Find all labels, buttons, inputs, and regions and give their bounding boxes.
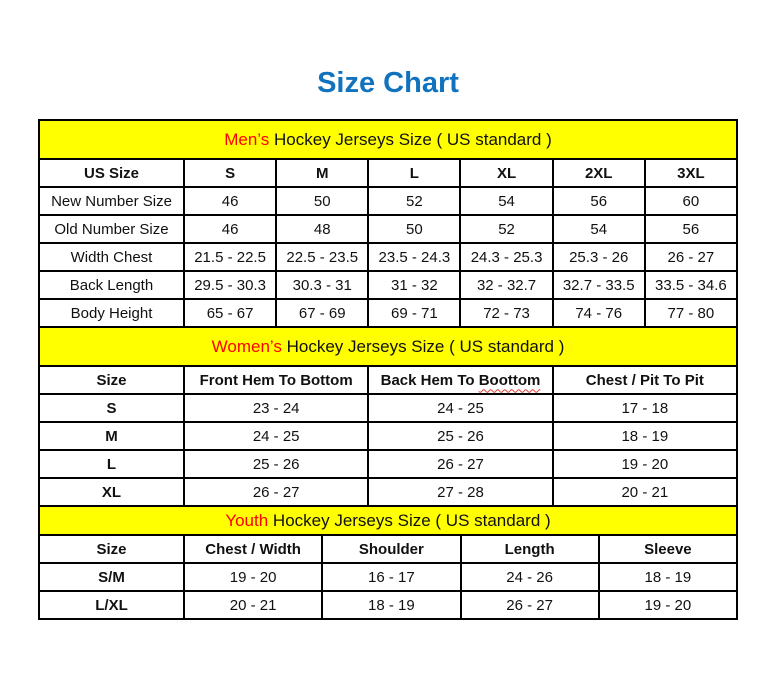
cell-value: 52	[460, 215, 552, 243]
cell-value: 20 - 21	[184, 591, 322, 619]
cell-value: 72 - 73	[460, 299, 552, 327]
cell-value: 33.5 - 34.6	[645, 271, 737, 299]
cell-value: 20 - 21	[553, 478, 737, 506]
column-header: 3XL	[645, 159, 737, 187]
row-label: Body Height	[39, 299, 184, 327]
column-header: 2XL	[553, 159, 645, 187]
section-heading-highlight: Women’s	[211, 336, 282, 356]
cell-value: 24.3 - 25.3	[460, 243, 552, 271]
row-label: Back Length	[39, 271, 184, 299]
page-title: Size Chart	[317, 67, 459, 99]
column-header	[368, 366, 552, 394]
cell-value: 32 - 32.7	[460, 271, 552, 299]
cell-value: 26 - 27	[645, 243, 737, 271]
cell-value: 54	[553, 215, 645, 243]
cell-value: 18 - 19	[553, 422, 737, 450]
cell-value: 19 - 20	[553, 450, 737, 478]
column-header-row	[39, 366, 737, 394]
column-header: Chest / Width	[184, 535, 322, 563]
cell-value: 56	[553, 187, 645, 215]
cell-value: 19 - 20	[599, 591, 737, 619]
section-heading-row	[39, 120, 737, 159]
cell-value: 48	[276, 215, 368, 243]
column-header: XL	[460, 159, 552, 187]
cell-value: 60	[645, 187, 737, 215]
row-label: M	[39, 422, 184, 450]
cell-value: 25.3 - 26	[553, 243, 645, 271]
cell-value: 17 - 18	[553, 394, 737, 422]
section-heading-womens	[39, 327, 737, 366]
column-header: Sleeve	[599, 535, 737, 563]
cell-value: 16 - 17	[322, 563, 460, 591]
cell-value: 26 - 27	[461, 591, 599, 619]
cell-value: 29.5 - 30.3	[184, 271, 276, 299]
size-table-youth	[38, 505, 738, 620]
section-heading-youth	[39, 506, 737, 535]
column-header: M	[276, 159, 368, 187]
row-label: L	[39, 450, 184, 478]
row-label: Width Chest	[39, 243, 184, 271]
section-heading-text: Hockey Jerseys Size ( US standard )	[268, 510, 551, 530]
table-row	[39, 591, 737, 619]
column-header-row	[39, 159, 737, 187]
row-label: New Number Size	[39, 187, 184, 215]
section-heading-text: Hockey Jerseys Size ( US standard )	[269, 129, 552, 149]
row-label: XL	[39, 478, 184, 506]
column-header: US Size	[39, 159, 184, 187]
cell-value: 18 - 19	[599, 563, 737, 591]
table-row	[39, 422, 737, 450]
table-row	[39, 215, 737, 243]
cell-value: 26 - 27	[184, 478, 368, 506]
cell-value: 54	[460, 187, 552, 215]
column-header: S	[184, 159, 276, 187]
misspelled-word: Boottom	[478, 371, 541, 389]
cell-value: 21.5 - 22.5	[184, 243, 276, 271]
table-row	[39, 271, 737, 299]
row-label: Old Number Size	[39, 215, 184, 243]
cell-value: 50	[368, 215, 460, 243]
section-heading-mens	[39, 120, 737, 159]
cell-value: 26 - 27	[368, 450, 552, 478]
table-row	[39, 187, 737, 215]
size-table-mens	[38, 119, 738, 328]
cell-value: 19 - 20	[184, 563, 322, 591]
cell-value: 56	[645, 215, 737, 243]
section-heading-highlight: Men’s	[224, 129, 270, 149]
cell-value: 50	[276, 187, 368, 215]
table-row	[39, 563, 737, 591]
cell-value: 25 - 26	[184, 450, 368, 478]
row-label: S	[39, 394, 184, 422]
size-table-womens	[38, 326, 738, 507]
cell-value: 69 - 71	[368, 299, 460, 327]
cell-value: 77 - 80	[645, 299, 737, 327]
row-label: S/M	[39, 563, 184, 591]
section-heading-highlight: Youth	[225, 510, 269, 530]
table-row	[39, 450, 737, 478]
cell-value: 65 - 67	[184, 299, 276, 327]
cell-value: 23.5 - 24.3	[368, 243, 460, 271]
cell-value: 32.7 - 33.5	[553, 271, 645, 299]
cell-value: 30.3 - 31	[276, 271, 368, 299]
column-header: Chest / Pit To Pit	[553, 366, 737, 394]
column-header: Front Hem To Bottom	[184, 366, 368, 394]
cell-value: 67 - 69	[276, 299, 368, 327]
column-header-text: Back Hem To	[380, 371, 479, 389]
table-row	[39, 243, 737, 271]
cell-value: 22.5 - 23.5	[276, 243, 368, 271]
table-row	[39, 394, 737, 422]
cell-value: 46	[184, 215, 276, 243]
column-header-row	[39, 535, 737, 563]
cell-value: 27 - 28	[368, 478, 552, 506]
column-header: Size	[39, 366, 184, 394]
column-header: L	[368, 159, 460, 187]
column-header: Shoulder	[322, 535, 460, 563]
column-header: Size	[39, 535, 184, 563]
cell-value: 52	[368, 187, 460, 215]
cell-value: 46	[184, 187, 276, 215]
cell-value: 24 - 25	[184, 422, 368, 450]
section-heading-text: Hockey Jerseys Size ( US standard )	[281, 336, 565, 356]
table-row	[39, 478, 737, 506]
column-header: Length	[461, 535, 599, 563]
cell-value: 25 - 26	[368, 422, 552, 450]
cell-value: 24 - 26	[461, 563, 599, 591]
table-row	[39, 299, 737, 327]
section-heading-row	[39, 327, 737, 366]
cell-value: 23 - 24	[184, 394, 368, 422]
row-label: L/XL	[39, 591, 184, 619]
cell-value: 74 - 76	[553, 299, 645, 327]
section-heading-row	[39, 506, 737, 535]
cell-value: 24 - 25	[368, 394, 552, 422]
size-chart-block	[38, 119, 738, 620]
cell-value: 18 - 19	[322, 591, 460, 619]
cell-value: 31 - 32	[368, 271, 460, 299]
